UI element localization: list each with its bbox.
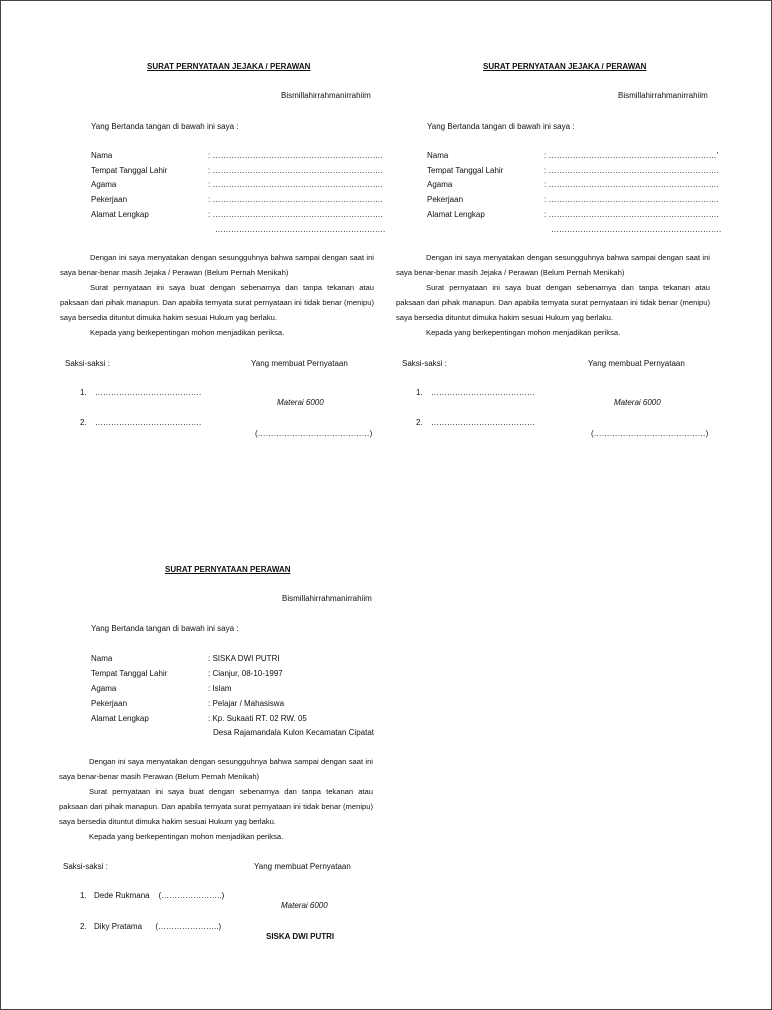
materai-stamp: Materai 6000 <box>277 398 324 407</box>
witness-number-1: 1. <box>80 891 87 900</box>
intro-text: Yang Bertanda tangan di bawah ini saya : <box>91 122 239 131</box>
field-label-agama: Agama <box>91 180 117 189</box>
witness-number-2: 2. <box>80 922 87 931</box>
field-value-pekerjaan: : ………………………………………………………. <box>208 195 383 204</box>
paragraph-voluntary: Surat pernyataan ini saya buat dengan sebenarnya dan tanpa tekanan atau paksaan dari pihak manapun. Dan apabila ternyata surat pernyataan ini tidak benar (menipu) saya bersedia dituntut dimuka hakim sesuai Hukum yag berlaku. <box>59 787 373 826</box>
intro-text: Yang Bertanda tangan di bawah ini saya : <box>91 624 239 633</box>
witness-number-2: 2. <box>416 418 423 427</box>
paragraph-closing: Kepada yang berkepentingan mohon menjadikan periksa. <box>90 328 285 337</box>
statement-letter-2 <box>392 59 722 449</box>
paragraph-closing: Kepada yang berkepentingan mohon menjadikan periksa. <box>426 328 621 337</box>
paragraph-declaration: Dengan ini saya menyatakan dengan sesungguhnya bahwa sampai dengan saat ini saya benar-benar masih Jejaka / Perawan (Belum Pernah Menikah) <box>60 253 374 277</box>
witness-number-1: 1. <box>80 388 87 397</box>
field-label-pekerjaan: Pekerjaan <box>91 699 128 708</box>
field-label-nama: Nama <box>91 654 113 663</box>
field-value-alamat-line2: Desa Rajamandala Kulon Kecamatan Cipatat <box>213 728 374 737</box>
maker-label: Yang membuat Pernyataan <box>251 359 348 368</box>
field-value-alamat: : ………………………………………………………. <box>208 210 383 219</box>
witness-2: Diky Pratama (…………………..) <box>94 922 222 931</box>
basmalah: Bismillahirrahmanirrahiim <box>281 91 371 100</box>
statement-letter-1 <box>55 59 390 449</box>
field-value-ttl: : Cianjur, 08-10-1997 <box>208 669 283 678</box>
field-label-ttl: Tempat Tanggal Lahir <box>427 166 504 175</box>
materai-stamp: Materai 6000 <box>614 398 661 407</box>
field-label-nama: Nama <box>427 151 449 160</box>
field-value-alamat-line2: ………………………………………………………. <box>551 225 722 234</box>
field-label-alamat: Alamat Lengkap <box>91 714 149 723</box>
field-label-agama: Agama <box>91 684 117 693</box>
field-value-pekerjaan: : Pelajar / Mahasiswa <box>208 699 285 708</box>
signature-name: SISKA DWI PUTRI <box>266 932 335 941</box>
field-label-pekerjaan: Pekerjaan <box>427 195 464 204</box>
field-label-nama: Nama <box>91 151 113 160</box>
letter-title: SURAT PERNYATAAN PERAWAN <box>165 565 291 574</box>
field-label-agama: Agama <box>427 180 453 189</box>
field-value-alamat-line2: ………………………………………………………. <box>215 225 386 234</box>
witnesses-label: Saksi-saksi : <box>402 359 447 368</box>
statement-body <box>60 250 374 340</box>
field-value-alamat: : ………………………………………………………. <box>544 210 719 219</box>
field-value-agama: : Islam <box>208 684 232 693</box>
field-label-pekerjaan: Pekerjaan <box>91 195 128 204</box>
witness-number-2: 2. <box>80 418 87 427</box>
materai-stamp: Materai 6000 <box>281 901 328 910</box>
paragraph-declaration: Dengan ini saya menyatakan dengan sesungguhnya bahwa sampai dengan saat ini saya benar-benar masih Perawan (Belum Pernah Menikah) <box>59 757 373 781</box>
signature-line: (……………………………………) <box>255 429 373 438</box>
field-value-ttl: : ………………………………………………………. <box>544 166 719 175</box>
field-value-pekerjaan: : ………………………………………………………. <box>544 195 719 204</box>
field-value-nama: : SISKA DWI PUTRI <box>208 654 280 663</box>
maker-label: Yang membuat Pernyataan <box>254 862 351 871</box>
field-value-ttl: : ………………………………………………………. <box>208 166 383 175</box>
statement-body <box>59 754 373 844</box>
statement-letter-3 <box>55 562 390 952</box>
paragraph-closing: Kepada yang berkepentingan mohon menjadikan periksa. <box>89 832 284 841</box>
field-value-nama: : ………………………………………………………’ <box>544 151 719 160</box>
paragraph-voluntary: Surat pernyataan ini saya buat dengan sebenarnya dan tanpa tekanan atau paksaan dari pihak manapun. Dan apabila ternyata surat pernyataan ini tidak benar (menipu) saya bersedia dituntut dimuka hakim sesuai Hukum yag berlaku. <box>396 283 710 322</box>
witness-1: …………………………………. <box>95 388 202 397</box>
field-label-ttl: Tempat Tanggal Lahir <box>91 166 168 175</box>
field-value-agama: : ………………………………………………………. <box>544 180 719 189</box>
basmalah: Bismillahirrahmanirrahiim <box>618 91 708 100</box>
paragraph-declaration: Dengan ini saya menyatakan dengan sesungguhnya bahwa sampai dengan saat ini saya benar-benar masih Jejaka / Perawan (Belum Pernah Menikah) <box>396 253 710 277</box>
paragraph-voluntary: Surat pernyataan ini saya buat dengan sebenarnya dan tanpa tekanan atau paksaan dari pihak manapun. Dan apabila ternyata surat pernyataan ini tidak benar (menipu) saya bersedia dituntut dimuka hakim sesuai Hukum yag berlaku. <box>60 283 374 322</box>
letter-title: SURAT PERNYATAAN JEJAKA / PERAWAN <box>147 62 311 71</box>
statement-body <box>396 250 710 340</box>
witness-1: Dede Rukmana (…………………..) <box>94 891 225 900</box>
witness-2: …………………………………. <box>95 418 202 427</box>
maker-label: Yang membuat Pernyataan <box>588 359 685 368</box>
field-value-agama: : ………………………………………………………. <box>208 180 383 189</box>
witness-2: ………………………………… <box>431 418 535 427</box>
signature-line: (……………………………………) <box>591 429 709 438</box>
field-value-nama: : ………………………………………………………. <box>208 151 383 160</box>
witnesses-label: Saksi-saksi : <box>65 359 110 368</box>
field-label-alamat: Alamat Lengkap <box>91 210 149 219</box>
field-value-alamat: : Kp. Sukaati RT. 02 RW. 05 <box>208 714 307 723</box>
witnesses-label: Saksi-saksi : <box>63 862 108 871</box>
intro-text: Yang Bertanda tangan di bawah ini saya : <box>427 122 575 131</box>
witness-number-1: 1. <box>416 388 423 397</box>
witness-1: ………………………………… <box>431 388 535 397</box>
field-label-ttl: Tempat Tanggal Lahir <box>91 669 168 678</box>
letter-title: SURAT PERNYATAAN JEJAKA / PERAWAN <box>483 62 647 71</box>
field-label-alamat: Alamat Lengkap <box>427 210 485 219</box>
basmalah: Bismillahirrahmanirrahiim <box>282 594 372 603</box>
